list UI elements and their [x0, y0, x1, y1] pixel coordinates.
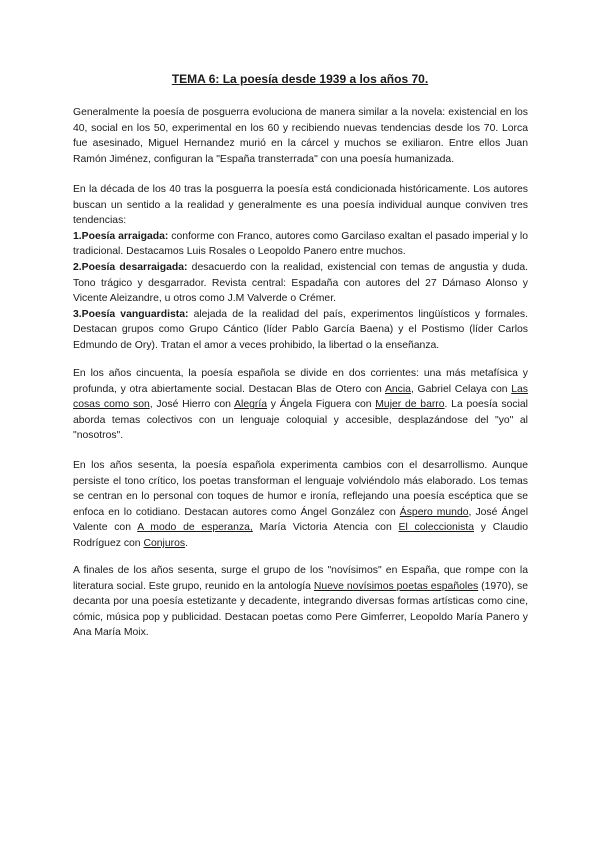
page-title: TEMA 6: La poesía desde 1939 a los años 70.	[171, 72, 429, 86]
text-run: En los años sesenta, la poesía española experimenta cambios con el desarrollismo. Aunque persiste el tono crítico, los poetas transforman el lenguaje volviéndolo más elaborado. Los temas se centran en lo personal con toques de humor e ironía, reflejando una poesía escéptica que se enfoca en lo cotidiano. Destacan autores como Ángel González con	[73, 460, 528, 518]
text-run: .	[185, 537, 188, 549]
list-item-text: conforme con Franco, autores como Garcilaso exaltan el pasado imperial y lo tradicional. Destacamos Luis Rosales o Leopoldo Panero entre muchos.	[73, 230, 529, 258]
list-item-label: 2.Poesía desarraigada:	[73, 261, 188, 273]
work-title: Ancia	[384, 383, 411, 395]
paragraph-text	[73, 366, 528, 444]
paragraph-40s	[73, 182, 528, 354]
text-run: (1970), se decanta por una poesía estetizante y decadente, integrando diversas formas artísticas como cine, cómic, música pop y publicidad. Destacan poetas como Pere Gimferrer, Leopoldo María Panero y Ana María Moix.	[73, 580, 528, 639]
work-title: Áspero mundo	[399, 506, 469, 518]
work-title: Nueve novísimos poetas españoles	[313, 580, 479, 592]
list-item-desarraigada	[73, 260, 528, 307]
paragraph-text: En la década de los 40 tras la posguerra la poesía está condicionada históricamente. Los autores buscan un sentido a la realidad y generalmente es una poesía individual aunque conviven tres tendencias:	[73, 184, 528, 227]
text-run: A finales de los años sesenta, surge el grupo de los "novísimos" en España, que rompe con la literatura social. Este grupo, reunido en la antología	[73, 565, 528, 592]
list-item-text: alejada de la realidad del país, experimentos lingüísticos y formales. Destacan grupos como Grupo Cántico (líder Pablo García Baena) y el Postismo (líder Carlos Edmundo de Ory). Tratan el amor a veces prohibido, la libertad o la enseñanza.	[73, 308, 528, 351]
paragraph-text	[73, 563, 528, 641]
list-item-vanguardista	[73, 307, 528, 354]
text-run: María Victoria Atencia con	[252, 522, 399, 534]
paragraph-text	[73, 458, 528, 552]
list-item-arraigada	[73, 229, 528, 260]
work-title: A modo de esperanza,	[137, 522, 253, 534]
paragraph-intro	[73, 105, 528, 167]
text-run: , José Ángel Valente con	[73, 506, 528, 534]
paragraph-novisimos	[73, 563, 528, 641]
work-title: Alegría	[234, 399, 268, 411]
text-run: En los años cincuenta, la poesía española se divide en dos corrientes: una más metafísica y profunda, y otra abiertamente social. Destacan Blas de Otero con	[73, 368, 528, 395]
work-title: Mujer de barro	[375, 399, 445, 411]
list-item-text: desacuerdo con la realidad, existencial con temas de angustia y duda. Tono trágico y desgarrador. Revista central: Espadaña con autores del 27 Dámaso Alonso y Vicente Aleizandre, u otros como J.M Valverde o Crémer.	[73, 261, 529, 305]
list-item-label: 3.Poesía vanguardista:	[73, 308, 189, 320]
paragraph-text: Generalmente la poesía de posguerra evoluciona de manera similar a la novela: existencial en los 40, social en los 50, experimental en los 60 y recibiendo nuevas tendencias desde los 70. Lorca fue asesinado, Miguel Hernandez murió en la cárcel y muchos se exiliaron. Entre ellos Juan Ramón Jiménez, configuran la "España transterrada" con una poesía humanizada.	[73, 107, 528, 165]
text-run: . La poesía social aborda temas colectivos con un lenguaje coloquial y accesible, desplazándose del "yo" al "nosotros".	[73, 399, 528, 442]
text-run: , José Hierro con	[149, 399, 235, 411]
work-title: Las cosas como son	[73, 383, 528, 411]
text-run: , Gabriel Celaya con	[410, 383, 512, 395]
paragraph-50s	[73, 366, 528, 444]
list-item-label: 1.Poesía arraigada:	[73, 230, 169, 242]
text-run: y Ángela Figuera con	[267, 399, 376, 411]
text-run: y Claudio Rodríguez con	[73, 522, 528, 549]
work-title: Conjuros	[143, 537, 186, 549]
work-title: El coleccionista	[398, 522, 475, 534]
paragraph-60s	[73, 458, 528, 552]
